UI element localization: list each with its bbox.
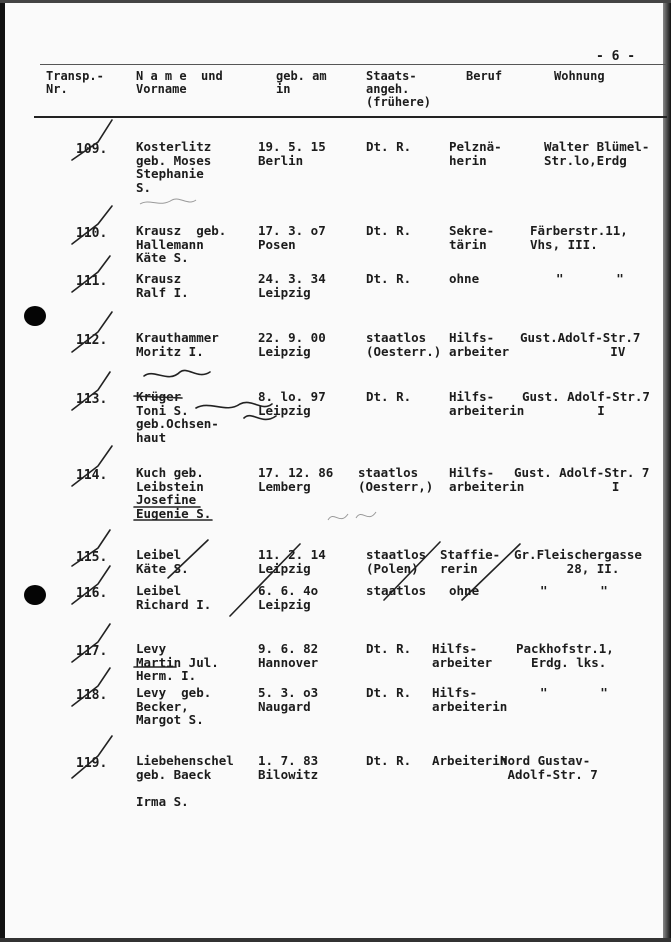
address: Gr.Fleischergasse 28, II. xyxy=(514,547,642,576)
cancel-line xyxy=(384,542,440,600)
nationality: Dt. R. xyxy=(366,271,412,286)
row-number: 109. xyxy=(76,142,108,157)
occupation: Arbeiterin xyxy=(432,753,508,768)
nationality: Dt. R. xyxy=(366,223,412,238)
occupation: Pelznä- herin xyxy=(449,139,502,168)
address: Färberstr.11, Vhs, III. xyxy=(530,223,628,252)
strike-line xyxy=(134,396,182,398)
check-mark xyxy=(72,668,110,706)
person-name: Levy geb. Becker, Margot S. xyxy=(136,685,212,727)
check-mark xyxy=(72,530,110,566)
person-name: Krüger Toni S. geb.Ochsen- haut xyxy=(136,389,219,445)
check-mark xyxy=(72,624,110,662)
address: " " xyxy=(540,685,608,700)
scribble xyxy=(244,416,276,420)
cancel-line xyxy=(462,544,520,600)
row-number: 110. xyxy=(76,226,108,241)
row-number: 113. xyxy=(76,392,108,407)
header-beruf: Beruf xyxy=(466,69,503,83)
check-mark xyxy=(72,566,110,604)
birth-date-place: 19. 5. 15 Berlin xyxy=(258,139,326,168)
nationality: staatlos (Oesterr,) xyxy=(358,465,434,494)
person-name: Leibel Käte S. xyxy=(136,547,189,576)
scribble xyxy=(196,402,272,408)
birth-date-place: 22. 9. 00 Leipzig xyxy=(258,330,326,359)
person-name: Kosterlitz geb. Moses Stephanie S. xyxy=(136,139,212,195)
address: Gust. Adolf-Str.7 I xyxy=(522,389,650,418)
birth-date-place: 11. 2. 14 Leipzig xyxy=(258,547,326,576)
occupation: ohne xyxy=(449,583,480,598)
birth-date-place: 8. lo. 97 Leipzig xyxy=(258,389,326,418)
check-mark xyxy=(72,312,112,352)
check-mark xyxy=(72,120,112,160)
row-number: 119. xyxy=(76,756,108,771)
occupation: Hilfs- arbeiterin xyxy=(449,465,525,494)
header-name: N a m e und Vorname xyxy=(136,69,223,96)
cancel-line xyxy=(168,540,208,578)
birth-date-place: 9. 6. 82 Hannover xyxy=(258,641,319,670)
faint-scribble xyxy=(140,199,196,204)
cancel-line xyxy=(230,544,300,616)
check-mark xyxy=(72,446,112,486)
row-number: 111. xyxy=(76,274,108,289)
occupation: Hilfs- arbeiter xyxy=(432,641,493,670)
person-name: Krausz Ralf I. xyxy=(136,271,189,300)
address: Gust.Adolf-Str.7 IV xyxy=(520,330,641,359)
nationality: staatlos (Oesterr.) xyxy=(366,330,442,359)
row-number: 118. xyxy=(76,688,108,703)
occupation: Staffie- rerin xyxy=(440,547,501,576)
nationality: staatlos xyxy=(366,583,427,598)
birth-date-place: 17. 3. o7 Posen xyxy=(258,223,326,252)
nationality: Dt. R. xyxy=(366,753,412,768)
scribble xyxy=(144,370,210,376)
person-name: Krauthammer Moritz I. xyxy=(136,330,219,359)
page-number: - 6 - xyxy=(596,49,636,64)
address: Packhofstr.1, Erdg. lks. xyxy=(516,641,614,670)
person-name: Levy Martin Jul. Herm. I. xyxy=(136,641,219,683)
person-name: Krausz geb. Hallemann Käte S. xyxy=(136,223,227,265)
check-mark xyxy=(72,206,112,244)
nationality: staatlos (Polen) xyxy=(366,547,427,576)
person-name: Leibel Richard I. xyxy=(136,583,212,612)
address: Walter Blümel- Str.lo,Erdg xyxy=(544,139,650,168)
occupation: Hilfs- arbeiterin xyxy=(449,389,525,418)
check-mark xyxy=(72,736,112,778)
row-number: 117. xyxy=(76,644,108,659)
nationality: Dt. R. xyxy=(366,641,412,656)
row-number: 112. xyxy=(76,333,108,348)
row-number: 114. xyxy=(76,468,108,483)
person-name: Kuch geb. Leibstein Josefine Eugenie S. xyxy=(136,465,212,521)
birth-date-place: 6. 6. 4o Leipzig xyxy=(258,583,319,612)
nationality: Dt. R. xyxy=(366,139,412,154)
occupation: Hilfs- arbeiterin xyxy=(432,685,508,714)
birth-date-place: 1. 7. 83 Bilowitz xyxy=(258,753,319,782)
address: " " xyxy=(540,583,608,598)
check-mark xyxy=(72,256,110,292)
address: Nord Gustav- Adolf-Str. 7 xyxy=(500,753,598,782)
birth-date-place: 24. 3. 34 Leipzig xyxy=(258,271,326,300)
header-geb: geb. am in xyxy=(276,69,327,96)
check-mark xyxy=(72,372,110,410)
address: Gust. Adolf-Str. 7 I xyxy=(514,465,650,494)
row-number: 115. xyxy=(76,550,108,565)
nationality: Dt. R. xyxy=(366,685,412,700)
address: " " xyxy=(556,271,624,286)
occupation: Sekre- tärin xyxy=(449,223,495,252)
birth-date-place: 17. 12. 86 Lemberg xyxy=(258,465,334,494)
birth-date-place: 5. 3. o3 Naugard xyxy=(258,685,319,714)
header-wohnung: Wohnung xyxy=(554,69,605,83)
header-transp-nr: Transp.- Nr. xyxy=(46,69,104,96)
occupation: Hilfs- arbeiter xyxy=(449,330,510,359)
nationality: Dt. R. xyxy=(366,389,412,404)
row-number: 116. xyxy=(76,586,108,601)
person-name: Liebehenschel geb. Baeck Irma S. xyxy=(136,753,234,809)
faint-scribble xyxy=(328,512,376,520)
header-staats: Staats- angeh. (frühere) xyxy=(366,69,432,109)
occupation: ohne xyxy=(449,271,480,286)
